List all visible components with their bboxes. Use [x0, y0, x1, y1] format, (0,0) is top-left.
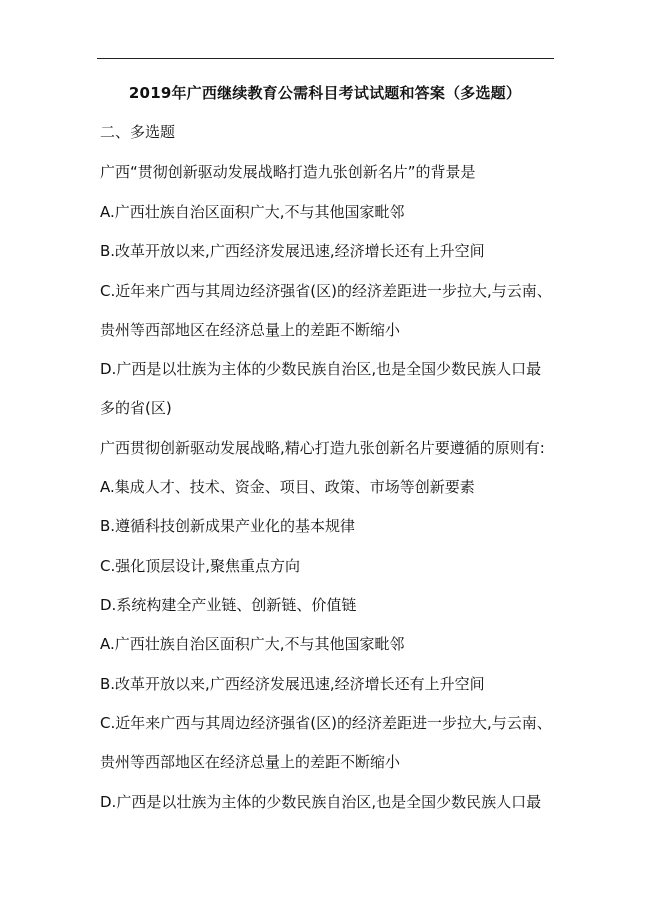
- question-1-option-b: B.改革开放以来,广西经济发展迅速,经济增长还有上升空间: [100, 242, 485, 260]
- question-2-option-d: D.系统构建全产业链、创新链、价值链: [100, 596, 357, 614]
- question-1-option-a: A.广西壮族自治区面积广大,不与其他国家毗邻: [100, 203, 405, 221]
- question-1-option-c-line-1: C.近年来广西与其周边经济强省(区)的经济差距进一步拉大,与云南、: [100, 282, 552, 300]
- document-title: 2019年广西继续教育公需科目考试试题和答案（多选题）: [128, 84, 522, 102]
- question-1-option-c-line-2: 贵州等西部地区在经济总量上的差距不断缩小: [100, 321, 401, 339]
- question-1-option-d-line-1: D.广西是以壮族为主体的少数民族自治区,也是全国少数民族人口最: [100, 360, 542, 378]
- question-1-prompt: 广西“贯彻创新驱动发展战略打造九张创新名片”的背景是: [100, 163, 476, 181]
- repeated-option-a: A.广西壮族自治区面积广大,不与其他国家毗邻: [100, 635, 405, 653]
- header-rule: [97, 58, 554, 59]
- repeated-option-b: B.改革开放以来,广西经济发展迅速,经济增长还有上升空间: [100, 675, 485, 693]
- question-1-option-d-line-2: 多的省(区): [100, 399, 172, 417]
- question-2-option-c: C.强化顶层设计,聚焦重点方向: [100, 557, 301, 575]
- question-2-option-a: A.集成人才、技术、资金、项目、政策、市场等创新要素: [100, 478, 475, 496]
- section-heading: 二、多选题: [100, 123, 176, 141]
- repeated-option-c-line-1: C.近年来广西与其周边经济强省(区)的经济差距进一步拉大,与云南、: [100, 714, 552, 732]
- repeated-option-d-line-1: D.广西是以壮族为主体的少数民族自治区,也是全国少数民族人口最: [100, 793, 542, 811]
- question-2-prompt: 广西贯彻创新驱动发展战略,精心打造九张创新名片要遵循的原则有:: [100, 439, 545, 457]
- repeated-option-c-line-2: 贵州等西部地区在经济总量上的差距不断缩小: [100, 753, 401, 771]
- question-2-option-b: B.遵循科技创新成果产业化的基本规律: [100, 517, 356, 535]
